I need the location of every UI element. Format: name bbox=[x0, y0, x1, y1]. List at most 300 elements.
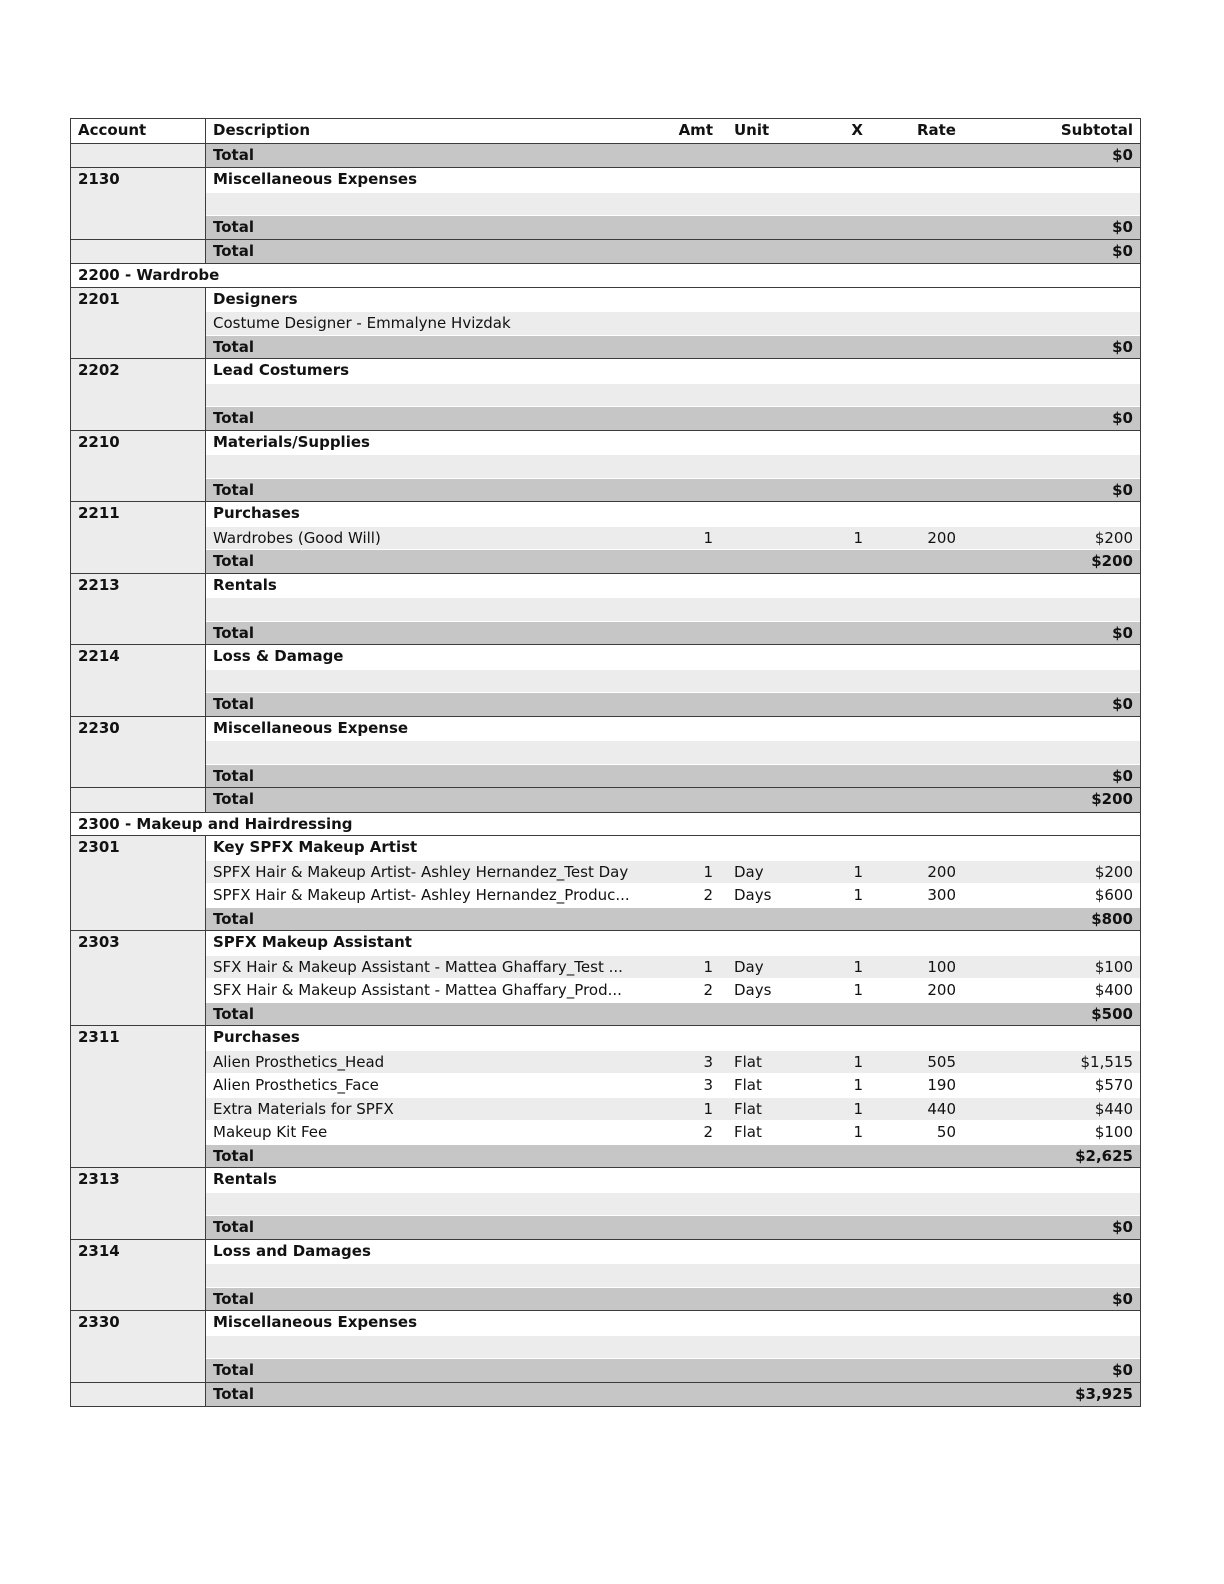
gap-cell bbox=[713, 1051, 728, 1074]
gap-cell bbox=[713, 336, 728, 359]
gap-cell bbox=[713, 1240, 728, 1264]
account-group bbox=[71, 1168, 1140, 1240]
amt-cell: 2 bbox=[703, 886, 713, 904]
unit-cell bbox=[728, 455, 808, 478]
section-total-row bbox=[71, 240, 1140, 265]
description-cell: Loss & Damage bbox=[213, 647, 344, 665]
description-cell bbox=[206, 741, 671, 764]
description-cell: Key SPFX Makeup Artist bbox=[213, 838, 418, 856]
group-title-row bbox=[206, 168, 1140, 192]
description-cell: Total bbox=[213, 909, 254, 928]
detail-row bbox=[206, 669, 1140, 693]
x-cell bbox=[808, 765, 863, 788]
subtotal-cell: $2,625 bbox=[1075, 1146, 1133, 1165]
subtotal-cell: Subtotal bbox=[1060, 121, 1133, 139]
unit-cell bbox=[728, 1359, 808, 1382]
rate-cell bbox=[863, 288, 956, 312]
total-row-body bbox=[206, 144, 1140, 168]
gap-cell bbox=[713, 1074, 728, 1097]
rate-cell bbox=[863, 717, 956, 741]
amt-cell bbox=[671, 312, 713, 335]
unit-cell bbox=[728, 1003, 808, 1026]
rate-cell bbox=[863, 502, 956, 526]
amt-cell bbox=[671, 836, 713, 860]
rate-cell bbox=[863, 693, 956, 716]
amt-cell bbox=[671, 1193, 713, 1216]
account-group bbox=[71, 1240, 1140, 1312]
section-header-row: 2200 - Wardrobe bbox=[71, 264, 1140, 288]
unit-cell bbox=[728, 1264, 808, 1287]
account-cell bbox=[71, 717, 206, 788]
gap-cell bbox=[713, 1193, 728, 1216]
account-number: 2301 bbox=[78, 838, 120, 856]
account-group-body bbox=[206, 836, 1140, 930]
gap-cell bbox=[713, 622, 728, 645]
unit-cell: Flat bbox=[734, 1099, 762, 1118]
rate-cell bbox=[863, 1168, 956, 1192]
detail-row bbox=[206, 192, 1140, 216]
subtotal-cell bbox=[956, 931, 1140, 955]
gap-cell bbox=[713, 598, 728, 621]
description-cell: Total bbox=[213, 480, 254, 499]
rate-cell bbox=[863, 455, 956, 478]
amt-cell: 1 bbox=[703, 1099, 713, 1118]
account-group bbox=[71, 645, 1140, 717]
subtotal-cell: $200 bbox=[1091, 552, 1133, 570]
unit-cell bbox=[728, 574, 808, 598]
rate-cell bbox=[863, 431, 956, 455]
unit-cell bbox=[728, 288, 808, 312]
gap-cell bbox=[713, 836, 728, 860]
rate-cell bbox=[863, 1288, 956, 1311]
gap-cell bbox=[713, 670, 728, 693]
rate-cell bbox=[863, 931, 956, 955]
total-row-body bbox=[206, 240, 1140, 264]
rate-cell: 505 bbox=[927, 1052, 956, 1071]
gap-cell bbox=[713, 1311, 728, 1335]
description-cell: Total bbox=[213, 623, 254, 642]
account-number: 2201 bbox=[78, 289, 120, 308]
description-cell: Total bbox=[213, 695, 254, 713]
description-cell: Purchases bbox=[213, 504, 300, 522]
rate-cell bbox=[863, 1264, 956, 1287]
gap-cell bbox=[713, 193, 728, 216]
account-group-body bbox=[206, 1168, 1140, 1239]
gap-cell bbox=[713, 431, 728, 455]
rate-cell bbox=[863, 312, 956, 335]
subtotal-cell: $0 bbox=[1112, 337, 1133, 356]
rate-cell bbox=[863, 788, 956, 812]
detail-row bbox=[206, 1097, 1140, 1121]
amt-cell bbox=[671, 908, 713, 931]
detail-row bbox=[206, 740, 1140, 764]
account-group-body bbox=[206, 1311, 1140, 1382]
unit-cell bbox=[728, 670, 808, 693]
amt-cell bbox=[671, 455, 713, 478]
account-number: 2313 bbox=[78, 1170, 120, 1188]
account-cell bbox=[71, 1168, 206, 1239]
unit-cell bbox=[728, 1216, 808, 1239]
unit-cell bbox=[728, 788, 808, 812]
group-total-row bbox=[206, 1002, 1140, 1026]
subtotal-cell bbox=[956, 168, 1140, 192]
gap-cell bbox=[713, 1168, 728, 1192]
column-header-row bbox=[71, 119, 1140, 144]
rate-cell bbox=[863, 836, 956, 860]
unit-cell: Day bbox=[734, 957, 764, 976]
amt-cell bbox=[671, 645, 713, 669]
amt-cell bbox=[671, 1240, 713, 1264]
amt-cell bbox=[671, 1003, 713, 1026]
description-cell: Total bbox=[213, 790, 254, 808]
gap-cell bbox=[713, 119, 728, 143]
gap-cell bbox=[713, 788, 728, 812]
gap-cell bbox=[713, 168, 728, 192]
subtotal-cell bbox=[956, 598, 1140, 621]
rate-cell: 200 bbox=[927, 528, 956, 547]
x-cell bbox=[808, 144, 863, 168]
account-group-body bbox=[206, 645, 1140, 716]
rate-cell: 440 bbox=[927, 1099, 956, 1118]
amt-cell bbox=[671, 288, 713, 312]
unit-cell bbox=[728, 240, 808, 264]
amt-cell: Amt bbox=[678, 121, 713, 139]
description-cell: Makeup Kit Fee bbox=[213, 1123, 328, 1141]
account-group-body bbox=[206, 1240, 1140, 1311]
amt-cell bbox=[671, 1359, 713, 1382]
x-cell bbox=[808, 670, 863, 693]
subtotal-cell bbox=[956, 645, 1140, 669]
subtotal-cell bbox=[956, 1168, 1140, 1192]
unit-cell bbox=[728, 598, 808, 621]
group-title-row bbox=[206, 1311, 1140, 1335]
amt-cell bbox=[671, 717, 713, 741]
subtotal-cell bbox=[956, 574, 1140, 598]
amt-cell bbox=[671, 670, 713, 693]
amt-cell bbox=[671, 931, 713, 955]
amt-cell bbox=[671, 479, 713, 502]
x-cell bbox=[808, 1264, 863, 1287]
gap-cell bbox=[713, 908, 728, 931]
subtotal-cell: $500 bbox=[1091, 1004, 1133, 1023]
x-cell bbox=[808, 693, 863, 716]
rate-cell bbox=[863, 1216, 956, 1239]
subtotal-cell: $100 bbox=[1094, 1123, 1133, 1141]
subtotal-cell: $600 bbox=[1094, 886, 1133, 904]
account-group-body bbox=[206, 717, 1140, 788]
account-group bbox=[71, 431, 1140, 503]
x-cell bbox=[808, 1383, 863, 1407]
detail-row bbox=[206, 1073, 1140, 1097]
amt-cell bbox=[671, 502, 713, 526]
account-number: 2330 bbox=[78, 1313, 120, 1331]
rate-cell bbox=[863, 908, 956, 931]
subtotal-cell: $0 bbox=[1112, 695, 1133, 713]
group-total-row bbox=[206, 1358, 1140, 1382]
description-cell: Total bbox=[213, 145, 254, 164]
amt-cell bbox=[671, 1288, 713, 1311]
description-cell: Total bbox=[213, 1289, 254, 1308]
rate-cell: 200 bbox=[927, 981, 956, 999]
description-cell: Total bbox=[213, 218, 254, 236]
x-cell bbox=[808, 193, 863, 216]
description-cell: Total bbox=[213, 1146, 254, 1165]
account-group-body bbox=[206, 431, 1140, 502]
gap-cell bbox=[713, 741, 728, 764]
gap-cell bbox=[713, 931, 728, 955]
description-cell: Total bbox=[213, 552, 254, 570]
amt-cell bbox=[671, 1145, 713, 1168]
amt-cell bbox=[671, 550, 713, 573]
amt-cell bbox=[671, 1264, 713, 1287]
x-cell: 1 bbox=[853, 1076, 863, 1094]
gap-cell bbox=[713, 1121, 728, 1144]
account-number: 2213 bbox=[78, 575, 120, 594]
description-cell: Lead Costumers bbox=[213, 361, 350, 379]
description-cell: Materials/Supplies bbox=[213, 432, 370, 451]
subtotal-cell bbox=[956, 1193, 1140, 1216]
group-total-row bbox=[206, 1287, 1140, 1311]
account-number: 2230 bbox=[78, 718, 120, 737]
account-group-body bbox=[206, 288, 1140, 359]
x-cell bbox=[808, 384, 863, 407]
gap-cell bbox=[713, 455, 728, 478]
x-cell: 1 bbox=[853, 1052, 863, 1071]
account-group-body bbox=[206, 168, 1140, 239]
unit-cell bbox=[728, 359, 808, 383]
rate-cell bbox=[863, 1336, 956, 1359]
gap-cell bbox=[713, 717, 728, 741]
total-row bbox=[206, 1383, 1140, 1407]
gap-cell bbox=[713, 407, 728, 430]
gap-cell bbox=[713, 359, 728, 383]
unit-cell bbox=[728, 384, 808, 407]
unit-cell bbox=[728, 741, 808, 764]
section-header-row: 2300 - Makeup and Hairdressing bbox=[71, 813, 1140, 837]
subtotal-cell bbox=[956, 359, 1140, 383]
rate-cell: Rate bbox=[916, 121, 956, 139]
account-group bbox=[71, 359, 1140, 431]
account-number: 2303 bbox=[78, 933, 120, 951]
x-cell bbox=[808, 1168, 863, 1192]
rate-cell bbox=[863, 550, 956, 573]
account-group bbox=[71, 717, 1140, 789]
amt-cell bbox=[671, 574, 713, 598]
detail-row bbox=[206, 1263, 1140, 1287]
detail-row bbox=[206, 860, 1140, 884]
rate-cell bbox=[863, 407, 956, 430]
description-cell: Costume Designer - Emmalyne Hvizdak bbox=[213, 314, 511, 332]
description-cell: Miscellaneous Expenses bbox=[213, 1313, 417, 1331]
description-cell: Designers bbox=[213, 289, 298, 308]
subtotal-cell bbox=[956, 288, 1140, 312]
x-cell bbox=[808, 1311, 863, 1335]
account-number: 2311 bbox=[78, 1028, 120, 1046]
account-group-body bbox=[206, 359, 1140, 430]
group-title-row bbox=[206, 1026, 1140, 1050]
gap-cell bbox=[713, 288, 728, 312]
subtotal-cell: $0 bbox=[1112, 480, 1133, 499]
x-cell bbox=[808, 550, 863, 573]
rate-cell: 190 bbox=[927, 1076, 956, 1094]
gap-cell bbox=[713, 979, 728, 1002]
gap-cell bbox=[713, 1359, 728, 1382]
total-row bbox=[206, 144, 1140, 168]
detail-row bbox=[206, 978, 1140, 1002]
description-cell: Total bbox=[213, 1384, 254, 1403]
group-title-row bbox=[206, 717, 1140, 741]
group-total-row bbox=[206, 621, 1140, 645]
account-cell bbox=[71, 788, 206, 812]
rate-cell: 300 bbox=[927, 886, 956, 904]
amt-cell: 2 bbox=[703, 1123, 713, 1141]
unit-cell bbox=[728, 1026, 808, 1050]
account-cell bbox=[71, 431, 206, 502]
account-cell bbox=[71, 836, 206, 930]
x-cell: 1 bbox=[853, 981, 863, 999]
detail-row bbox=[206, 1050, 1140, 1074]
subtotal-cell: $570 bbox=[1094, 1076, 1133, 1094]
rate-cell bbox=[863, 193, 956, 216]
description-cell: Loss and Damages bbox=[213, 1241, 371, 1260]
account-number: 2314 bbox=[78, 1241, 120, 1260]
x-cell: 1 bbox=[853, 957, 863, 976]
amt-cell: 3 bbox=[703, 1076, 713, 1094]
rate-cell bbox=[863, 645, 956, 669]
amt-cell bbox=[671, 1026, 713, 1050]
detail-row bbox=[206, 383, 1140, 407]
rate-cell bbox=[863, 168, 956, 192]
description-cell bbox=[206, 1264, 671, 1287]
amt-cell: 3 bbox=[703, 1052, 713, 1071]
account-group-body bbox=[206, 502, 1140, 573]
description-cell: Rentals bbox=[213, 1170, 277, 1188]
unit-cell bbox=[728, 622, 808, 645]
subtotal-cell bbox=[956, 1240, 1140, 1264]
unit-cell bbox=[728, 431, 808, 455]
gap-cell bbox=[713, 312, 728, 335]
subtotal-cell bbox=[956, 717, 1140, 741]
gap-cell bbox=[713, 1145, 728, 1168]
rate-cell bbox=[863, 574, 956, 598]
unit-cell: Day bbox=[734, 862, 764, 881]
x-cell bbox=[808, 931, 863, 955]
x-cell bbox=[808, 312, 863, 335]
x-cell bbox=[808, 645, 863, 669]
x-cell bbox=[808, 1145, 863, 1168]
unit-cell bbox=[728, 144, 808, 168]
gap-cell bbox=[713, 1383, 728, 1407]
description-cell: SFX Hair & Makeup Assistant - Mattea Ghaffary_Test ... bbox=[213, 957, 623, 976]
detail-row bbox=[206, 311, 1140, 335]
x-cell bbox=[808, 216, 863, 239]
unit-cell bbox=[728, 216, 808, 239]
unit-cell bbox=[728, 1383, 808, 1407]
x-cell bbox=[808, 741, 863, 764]
unit-cell: Flat bbox=[734, 1052, 762, 1071]
amt-cell: 1 bbox=[703, 957, 713, 976]
description-cell bbox=[206, 1336, 671, 1359]
description-cell: Purchases bbox=[213, 1028, 300, 1046]
x-cell: 1 bbox=[853, 1123, 863, 1141]
account-cell bbox=[71, 1240, 206, 1311]
total-row bbox=[206, 240, 1140, 264]
gap-cell bbox=[713, 527, 728, 550]
account-column-header: Account bbox=[71, 119, 206, 143]
description-cell: Total bbox=[213, 241, 254, 260]
group-title-row bbox=[206, 836, 1140, 860]
x-cell bbox=[808, 908, 863, 931]
amt-cell bbox=[671, 1168, 713, 1192]
detail-row bbox=[206, 526, 1140, 550]
group-title-row bbox=[206, 574, 1140, 598]
group-total-row bbox=[206, 1215, 1140, 1239]
gap-cell bbox=[713, 502, 728, 526]
x-cell: X bbox=[851, 121, 863, 139]
group-title-row bbox=[206, 431, 1140, 455]
gap-cell bbox=[713, 1098, 728, 1121]
budget-table bbox=[70, 118, 1141, 1407]
account-group bbox=[71, 168, 1140, 240]
description-cell: Rentals bbox=[213, 575, 277, 594]
description-cell: Wardrobes (Good Will) bbox=[213, 528, 381, 547]
rate-cell bbox=[863, 240, 956, 264]
unit-cell bbox=[728, 1311, 808, 1335]
x-cell bbox=[808, 788, 863, 812]
group-total-row bbox=[206, 907, 1140, 931]
unit-cell bbox=[728, 693, 808, 716]
detail-row bbox=[206, 597, 1140, 621]
unit-cell bbox=[728, 1168, 808, 1192]
x-cell bbox=[808, 1240, 863, 1264]
rate-cell bbox=[863, 479, 956, 502]
rate-cell: 50 bbox=[936, 1123, 956, 1141]
gap-cell bbox=[713, 384, 728, 407]
detail-row bbox=[206, 454, 1140, 478]
description-cell: Total bbox=[213, 1004, 254, 1023]
subtotal-cell bbox=[956, 741, 1140, 764]
unit-cell bbox=[728, 931, 808, 955]
x-cell bbox=[808, 574, 863, 598]
subtotal-cell: $200 bbox=[1094, 862, 1133, 881]
description-cell: Total bbox=[213, 1361, 254, 1379]
group-total-row bbox=[206, 406, 1140, 430]
account-number: 2130 bbox=[78, 170, 120, 188]
rate-cell bbox=[863, 336, 956, 359]
subtotal-cell: $800 bbox=[1091, 909, 1133, 928]
x-cell bbox=[808, 1336, 863, 1359]
account-cell bbox=[71, 144, 206, 168]
gap-cell bbox=[713, 216, 728, 239]
unit-cell: Flat bbox=[734, 1076, 762, 1094]
amt-cell bbox=[671, 431, 713, 455]
account-number: 2202 bbox=[78, 361, 120, 379]
subtotal-cell: $200 bbox=[1091, 790, 1133, 808]
unit-cell bbox=[728, 312, 808, 335]
gap-cell bbox=[713, 479, 728, 502]
unit-cell bbox=[728, 168, 808, 192]
subtotal-cell: $400 bbox=[1094, 981, 1133, 999]
x-cell bbox=[808, 622, 863, 645]
account-cell bbox=[71, 1311, 206, 1382]
description-cell: SPFX Hair & Makeup Artist- Ashley Hernandez_Produc... bbox=[213, 886, 630, 904]
rate-cell bbox=[863, 670, 956, 693]
subtotal-cell bbox=[956, 455, 1140, 478]
x-cell bbox=[808, 431, 863, 455]
amt-cell bbox=[671, 788, 713, 812]
x-cell bbox=[808, 1193, 863, 1216]
amt-cell: 1 bbox=[703, 528, 713, 547]
